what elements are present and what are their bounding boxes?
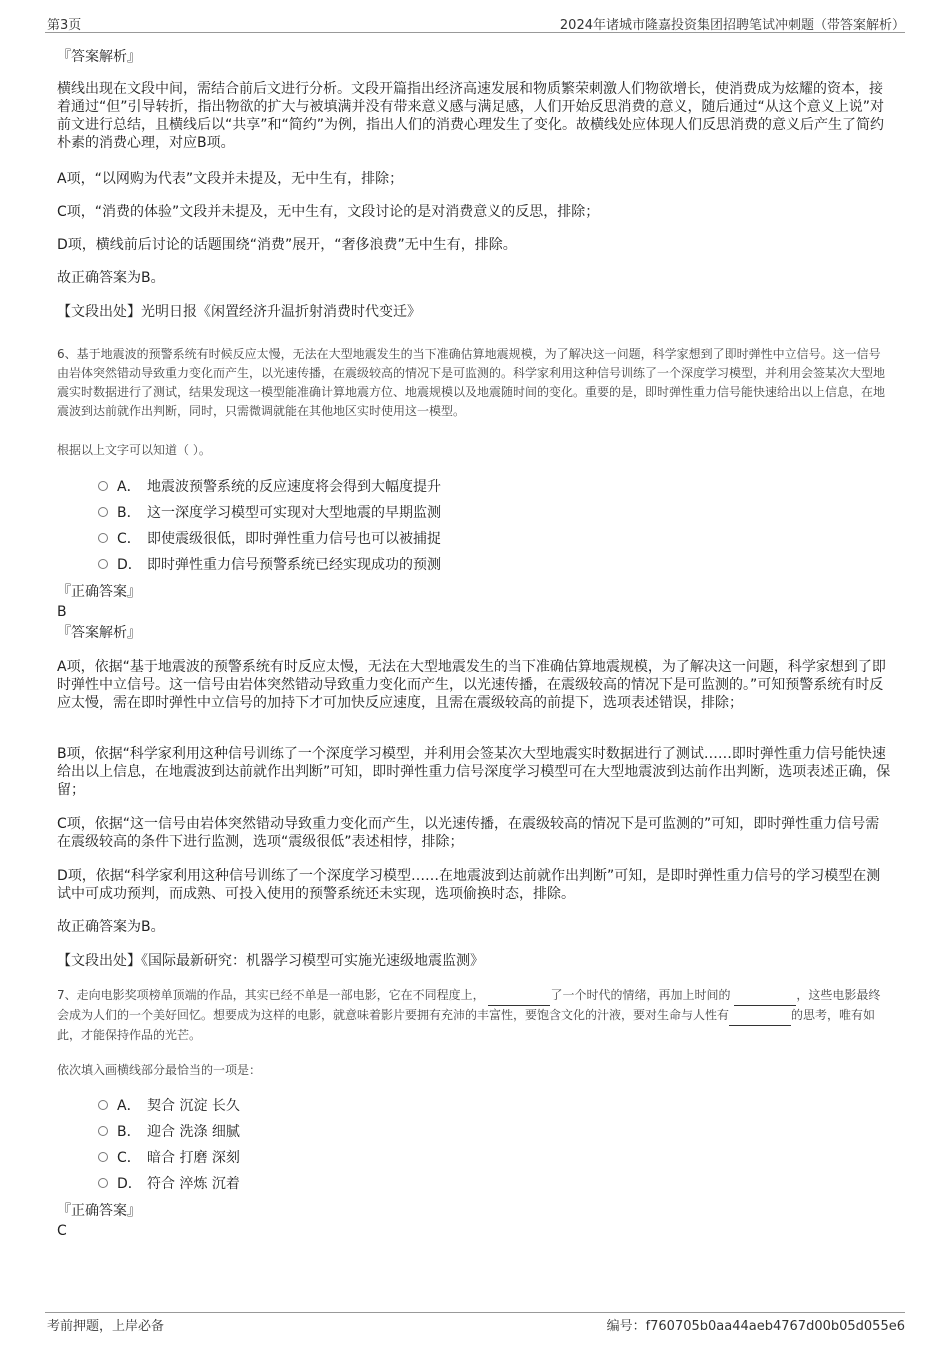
q5-conclusion: 故正确答案为B。 <box>57 270 165 286</box>
radio-icon[interactable] <box>98 533 108 543</box>
q7-option-c[interactable]: C． 暗合 打磨 深刻 <box>98 1149 240 1167</box>
q6-analysis-label: 『答案解析』 <box>57 625 141 641</box>
page-footer <box>45 1312 905 1333</box>
q6-option-b[interactable]: B． 这一深度学习模型可实现对大型地震的早期监测 <box>98 504 441 522</box>
q6-ask: 根据以上文字可以知道（ ）。 <box>57 443 211 457</box>
document-id: 编号：f760705b0aa44aeb4767d00b05d055e6 <box>606 1319 905 1334</box>
page-number: 第3页 <box>47 18 82 33</box>
q6-source: 【文段出处】《国际最新研究：机器学习模型可实施光速级地震监测》 <box>57 953 484 969</box>
q6-conclusion: 故正确答案为B。 <box>57 919 165 935</box>
q7-stem: 7、走向电影奖项榜单顶端的作品，其实已经不单是一部电影，它在不同程度上， 了一个时代的情绪，再加上时间的 ，这些电影最终会成为人们的一个美好回忆。想要成为这样的电影，就意味着影片要拥有充沛的丰富性，要饱含文化的汁液，要对生命与人性有 的思考，唯有如此，才能保持作品的光芒。 <box>57 988 881 1042</box>
q5-analysis-text: 横线出现在文段中间，需结合前后文进行分析。文段开篇指出经济高速发展和物质繁荣刺激人们物欲增长，使消费成为炫耀的资本，接着通过“但”引导转折，指出物欲的扩大与被填满并没有带来意义感与满足感，人们开始反思消费的意义，随后通过“从这个意义上说”对前文进行总结，且横线后以“共享”和“简约”为例，指出人们的消费心理发生了变化。故横线处应体现人们反思消费的意义后产生了简约朴素的消费心理，对应B项。 <box>57 81 885 151</box>
blank-1 <box>488 986 550 1006</box>
q6-stem: 6、基于地震波的预警系统有时候反应太慢，无法在大型地震发生的当下准确估算地震规模，为了解决这一问题，科学家想到了即时弹性中立信号。这一信号由岩体突然错动导致重力变化而产生，以光速传播，在震级较高的情况下是可监测的。科学家利用这种信号训练了一个深度学习模型，并利用会签某次大型地震实时数据进行了测试，结果发现这一模型能准确计算地震方位、地震规模以及地震随时间的变化。重要的是，即时弹性重力信号能快速给出以上信息，在地震波到达前就作出判断，同时，只需微调就能在其他地区实时使用这一模型。 <box>57 347 886 418</box>
q6-option-a[interactable]: A． 地震波预警系统的反应速度将会得到大幅度提升 <box>98 478 441 496</box>
radio-icon[interactable] <box>98 1152 108 1162</box>
footer-slogan: 考前押题，上岸必备 <box>47 1319 165 1334</box>
document-title: 2024年诸城市隆嘉投资集团招聘笔试冲刺题（带答案解析） <box>559 18 905 33</box>
q7-answer: C <box>57 1223 67 1239</box>
q6-option-a-analysis: A项，依据“基于地震波的预警系统有时反应太慢，无法在大型地震发生的当下准确估算地震规模，为了解决这一问题，科学家想到了即时弹性中立信号。这一信号由岩体突然错动导致重力变化而产生，以光速传播，在震级较高的情况下是可监测的。”可知预警系统有时反应太慢，需在即时弹性中立信号的加持下才可加快反应速度，且需在震级较高的前提下，选项表述错误，排除； <box>57 659 886 711</box>
q6-option-c-analysis: C项，依据“这一信号由岩体突然错动导致重力变化而产生，以光速传播，在震级较高的情况下是可监测的”可知，即时弹性重力信号需在震级较高的条件下进行监测，选项“震级很低”表述相悖，排除； <box>57 816 880 850</box>
blank-2 <box>734 986 796 1006</box>
radio-icon[interactable] <box>98 1178 108 1188</box>
blank-3 <box>729 1006 791 1026</box>
page-header <box>45 14 905 33</box>
q7-ask: 依次填入画横线部分最恰当的一项是： <box>57 1063 262 1077</box>
q6-answer: B <box>57 604 67 620</box>
q5-analysis-label: 『答案解析』 <box>57 49 141 65</box>
q5-option-c-analysis: C项，“消费的体验”文段并未提及，无中生有，文段讨论的是对消费意义的反思，排除； <box>57 204 600 220</box>
q7-option-a[interactable]: A． 契合 沉淀 长久 <box>98 1097 240 1115</box>
q7-option-b[interactable]: B． 迎合 洗涤 细腻 <box>98 1123 240 1141</box>
q7-option-d[interactable]: D． 符合 淬炼 沉着 <box>98 1175 240 1193</box>
q5-source: 【文段出处】光明日报《闲置经济升温折射消费时代变迁》 <box>57 304 421 320</box>
radio-icon[interactable] <box>98 507 108 517</box>
radio-icon[interactable] <box>98 559 108 569</box>
q6-option-c[interactable]: C． 即使震级很低，即时弹性重力信号也可以被捕捉 <box>98 530 441 548</box>
q5-option-d-analysis: D项，横线前后讨论的话题围绕“消费”展开，“奢侈浪费”无中生有，排除。 <box>57 237 517 253</box>
q5-option-a-analysis: A项，“以网购为代表”文段并未提及，无中生有，排除； <box>57 171 404 187</box>
q6-option-d-analysis: D项，依据“科学家利用这种信号训练了一个深度学习模型……在地震波到达前就作出判断”可知，是即时弹性重力信号的学习模型在测试中可成功预判，而成熟、可投入使用的预警系统还未实现，选项偷换时态，排除。 <box>57 868 881 902</box>
q6-answer-label: 『正确答案』 <box>57 584 141 600</box>
q7-answer-label: 『正确答案』 <box>57 1203 141 1219</box>
radio-icon[interactable] <box>98 1126 108 1136</box>
radio-icon[interactable] <box>98 481 108 491</box>
q6-option-d[interactable]: D． 即时弹性重力信号预警系统已经实现成功的预测 <box>98 556 441 574</box>
q6-option-b-analysis: B项，依据“科学家利用这种信号训练了一个深度学习模型，并利用会签某次大型地震实时数据进行了测试……即时弹性重力信号能快速给出以上信息，在地震波到达前就作出判断”可知，即时弹性重力信号深度学习模型可在大型地震波到达前作出判断，选项表述正确，保留； <box>57 746 891 798</box>
radio-icon[interactable] <box>98 1100 108 1110</box>
